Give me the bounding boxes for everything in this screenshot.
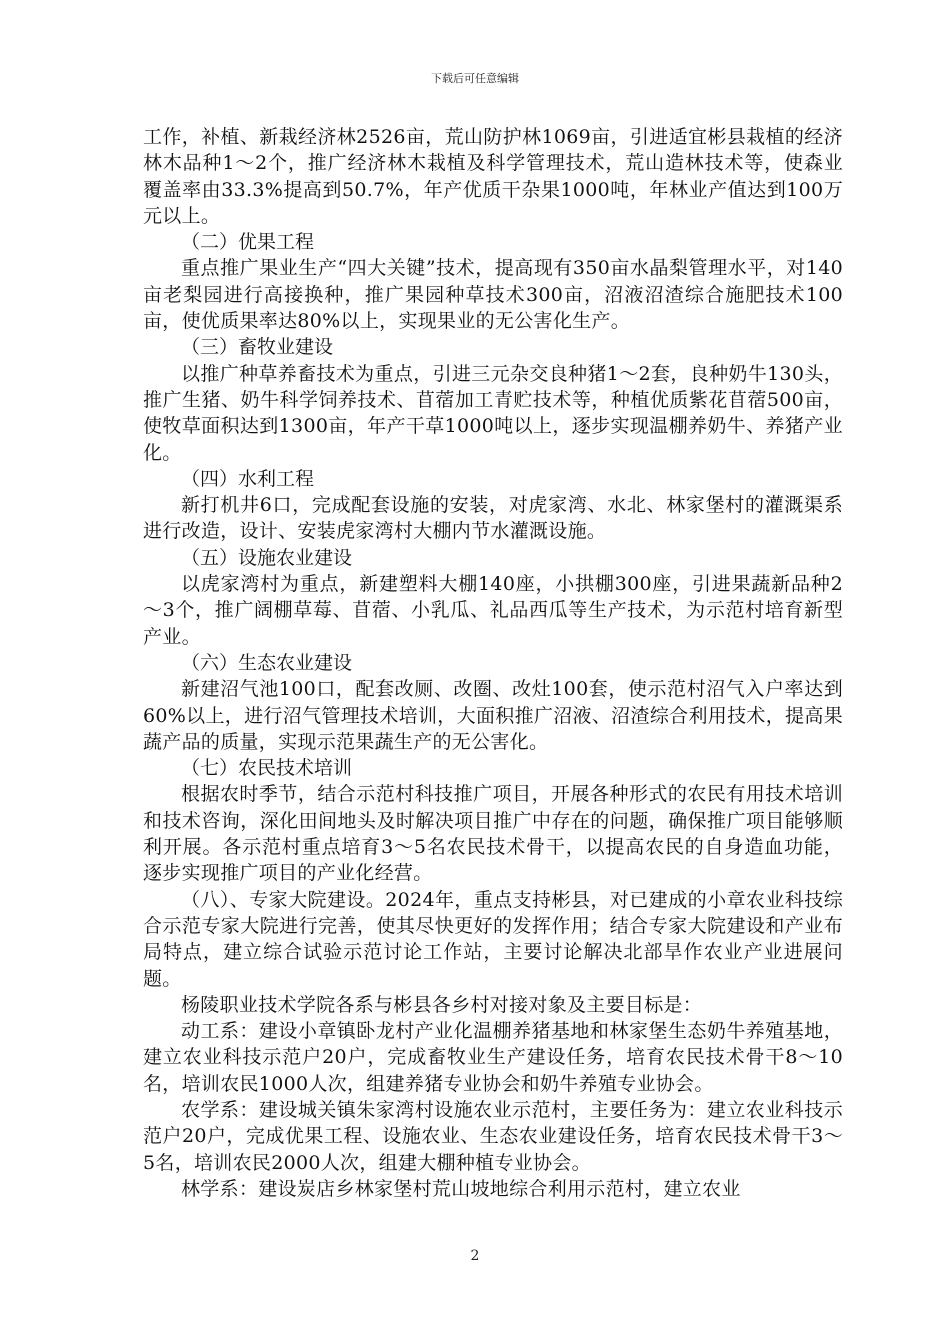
paragraph-agronomy-dept: 农学系：建设城关镇朱家湾村设施农业示范村，主要任务为：建立农业科技示范户20户，完成优果工程、设施农业、生态农业建设任务，培育农民技术骨干3～5名，培训农民2000人次，组建大棚种植专业协会。 [143,1098,843,1174]
paragraph-animal-dept: 动工系：建设小章镇卧龙村产业化温棚养猪基地和林家堡生态奶牛养殖基地，建立农业科技示范户20户，完成畜牧业生产建设任务，培育农民技术骨干8～10名，培训农民1000人次，组建养猪专业协会和奶牛养殖专业协会。 [143,1020,843,1095]
page-header: 下载后可任意编辑 [431,72,519,85]
section-heading-fruit: （二）优果工程 [181,231,315,254]
section-heading-facility: （五）设施农业建设 [181,546,353,569]
paragraph-college-intro: 杨陵职业技术学院各系与彬县各乡村对接对象及主要目标是： [181,993,703,1016]
paragraph-forestry-dept: 林学系：建设炭店乡林家堡村荒山坡地综合利用示范村，建立农业 [181,1177,741,1200]
paragraph-water: 新打机井6口，完成配套设施的安装，对虎家湾、水北、林家堡村的灌溉渠系进行改造，设计、安装虎家湾村大棚内节水灌溉设施。 [143,494,843,543]
paragraph-ecology: 新建沼气池100口，配套改厕、改圈、改灶100套，使示范村沼气入户率达到60%以上，进行沼气管理技术培训，大面积推广沼液、沼渣综合利用技术，提高果蔬产品的质量，实现示范果蔬生产的无公害化。 [143,678,843,753]
paragraph-forestry-continued: 工作，补植、新栽经济林2526亩，荒山防护林1069亩，引进适宜彬县栽植的经济林木品种1～2个，推广经济林木栽植及科学管理技术，荒山造林技术等，使森业覆盖率由33.3%提高到50.7%，年产优质干杂果1000吨，年林业产值达到100万元以上。 [143,126,843,227]
section-heading-training: （七）农民技术培训 [181,757,353,780]
paragraph-facility: 以虎家湾村为重点，新建塑料大棚140座，小拱棚300座，引进果蔬新品种2～3个，推广阔棚草莓、苜蓿、小乳瓜、礼品西瓜等生产技术，为示范村培育新型产业。 [143,573,843,648]
document-body [143,124,843,1202]
paragraph-training: 根据农时季节，结合示范村科技推广项目，开展各种形式的农民有用技术培训和技术咨询，深化田间地头及时解决项目推广中存在的问题，确保推广项目能够顺利开展。各示范村重点培育3～5名农民技术骨干，以提高农民的自身造血功能，逐步实现推广项目的产业化经营。 [143,783,843,885]
section-heading-water: （四）水利工程 [181,467,315,490]
paragraph-livestock: 以推广种草养畜技术为重点，引进三元杂交良种猪1～2套，良种奶牛130头，推广生猪、奶牛科学饲养技术、苜蓿加工青贮技术等，种植优质紫花苜蓿500亩，使牧草面积达到1300亩，年产干草1000吨以上，逐步实现温棚养奶牛、养猪产业化。 [143,362,843,464]
section-heading-livestock: （三）畜牧业建设 [181,336,334,359]
page-number: 2 [470,1248,480,1264]
paragraph-fruit: 重点推广果业生产“四大关键”技术，提高现有350亩水晶梨管理水平，对140亩老梨园进行高接换种，推广果园种草技术300亩，沼液沼渣综合施肥技术100亩，使优质果率达80%以上，实现果业的无公害化生产。 [143,257,843,333]
section-heading-ecology: （六）生态农业建设 [181,651,353,674]
paragraph-expert-yard: （八）、专家大院建设。2024年，重点支持彬县，对已建成的小章农业科技综合示范专家大院进行完善，使其尽快更好的发挥作用；结合专家大院建设和产业布局特点，建立综合试验示范讨论工作站，主要讨论解决北部旱作农业产业进展问题。 [143,888,843,990]
